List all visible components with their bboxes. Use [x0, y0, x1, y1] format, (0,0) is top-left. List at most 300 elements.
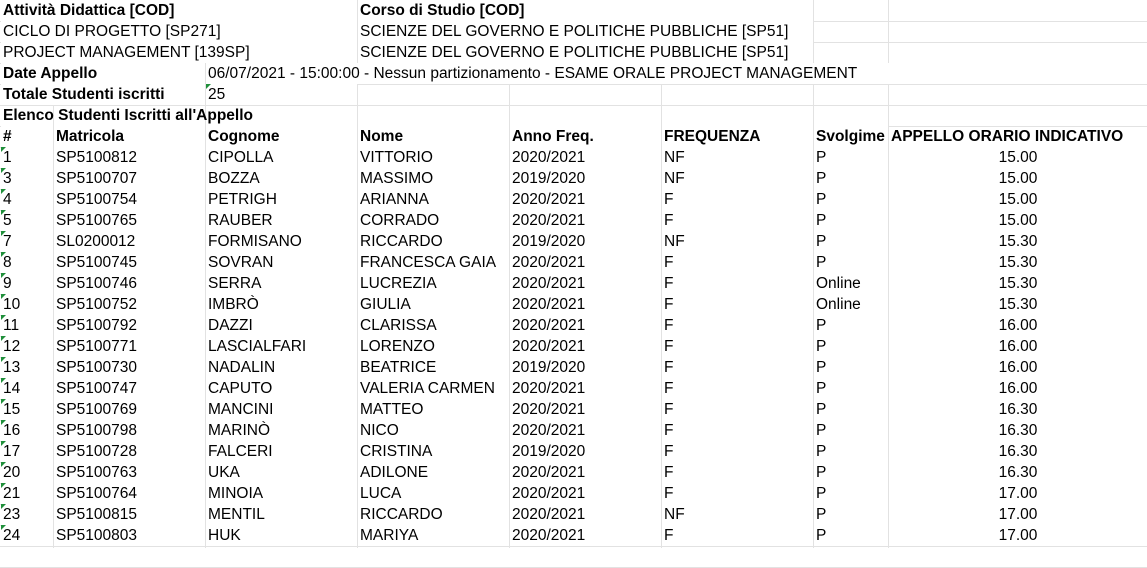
col-cognome-cell[interactable] — [206, 336, 357, 357]
col-cognome-cell-text: FALCERI — [208, 443, 273, 460]
col-frequenza-cell-text: F — [664, 464, 674, 481]
col-frequenza-cell[interactable] — [662, 420, 813, 441]
col-anno-cell[interactable] — [510, 210, 661, 231]
col-svolgimento-cell-text: P — [816, 149, 827, 166]
number-as-text-marker-icon — [1, 399, 6, 404]
col-anno-cell[interactable] — [510, 378, 661, 399]
col-svolgimento-cell[interactable] — [814, 441, 888, 462]
col-number-cell-text: 11 — [3, 317, 20, 334]
col-svolgimento-cell-text: P — [816, 212, 827, 229]
col-nome-cell[interactable] — [358, 504, 509, 525]
col-number-cell[interactable] — [1, 336, 53, 357]
col-svolgimento-cell[interactable] — [814, 210, 888, 231]
col-anno-cell-text: 2020/2021 — [512, 275, 586, 292]
col-svolgimento-cell-text: P — [816, 233, 827, 250]
number-as-text-marker-icon — [1, 525, 6, 530]
col-cognome-cell[interactable] — [206, 252, 357, 273]
col-nome-cell-text: MARIYA — [360, 527, 419, 544]
col-matricola-cell[interactable] — [54, 378, 205, 399]
col-matricola-cell[interactable] — [54, 399, 205, 420]
col-appello-cell[interactable] — [889, 147, 1147, 168]
col-frequenza-cell[interactable] — [662, 168, 813, 189]
col-matricola-cell[interactable] — [54, 231, 205, 252]
col-nome-cell[interactable] — [358, 462, 509, 483]
date-value-text: 06/07/2021 - 15:00:00 - Nessun partizionamento - ESAME ORALE PROJECT MANAGEMENT — [208, 65, 858, 82]
col-number-cell-text: 24 — [3, 527, 21, 544]
col-number-cell-text: 14 — [3, 380, 21, 397]
col-frequenza-cell-text: F — [664, 443, 674, 460]
col-frequenza-cell-text: F — [664, 317, 674, 334]
activity-cell[interactable] — [1, 42, 357, 63]
col-nome-cell[interactable] — [358, 273, 509, 294]
col-number-cell-text: 15 — [3, 401, 21, 418]
header-activity-label[interactable] — [1, 0, 357, 21]
col-nome-cell[interactable] — [358, 315, 509, 336]
header-course-label[interactable] — [358, 0, 813, 21]
col-cognome-cell-text: SOVRAN — [208, 254, 274, 271]
col-cognome-cell[interactable] — [206, 420, 357, 441]
col-svolgimento-cell-text: P — [816, 506, 827, 523]
col-svolgimento-header[interactable] — [814, 126, 888, 147]
col-cognome-cell-text: CIPOLLA — [208, 149, 274, 166]
col-svolgimento-cell-text: P — [816, 422, 827, 439]
col-number-cell[interactable] — [1, 231, 53, 252]
col-anno-cell-text: 2020/2021 — [512, 317, 586, 334]
col-frequenza-cell-text: NF — [664, 170, 685, 187]
col-appello-cell-text: 15.00 — [998, 212, 1038, 229]
col-nome-cell[interactable] — [358, 336, 509, 357]
col-nome-cell-text: CLARISSA — [360, 317, 437, 334]
col-frequenza-header-text: FREQUENZA — [664, 128, 761, 145]
col-matricola-cell-text: SP5100812 — [56, 149, 138, 166]
col-svolgimento-cell[interactable] — [814, 525, 888, 546]
number-as-text-marker-icon — [1, 336, 6, 341]
col-appello-cell[interactable] — [889, 210, 1147, 231]
col-matricola-cell[interactable] — [54, 189, 205, 210]
col-svolgimento-cell-text: Online — [816, 296, 861, 313]
col-anno-cell[interactable] — [510, 504, 661, 525]
col-matricola-cell[interactable] — [54, 441, 205, 462]
col-number-header-text: # — [3, 128, 12, 145]
col-frequenza-cell-text: F — [664, 212, 674, 229]
col-number-cell[interactable] — [1, 483, 53, 504]
col-frequenza-cell-text: F — [664, 338, 674, 355]
col-number-cell-text: 10 — [3, 296, 21, 313]
col-number-cell[interactable] — [1, 378, 53, 399]
col-cognome-cell-text: FORMISANO — [208, 233, 302, 250]
col-frequenza-cell[interactable] — [662, 252, 813, 273]
col-anno-cell-text: 2020/2021 — [512, 338, 586, 355]
col-svolgimento-cell[interactable] — [814, 420, 888, 441]
col-nome-header-text: Nome — [360, 128, 404, 145]
col-nome-cell-text: BEATRICE — [360, 359, 437, 376]
col-anno-cell-text: 2020/2021 — [512, 485, 586, 502]
col-number-cell[interactable] — [1, 420, 53, 441]
col-frequenza-cell-text: NF — [664, 233, 685, 250]
col-svolgimento-cell-text: P — [816, 527, 827, 544]
col-appello-cell-text: 16.30 — [998, 464, 1038, 481]
col-svolgimento-cell[interactable] — [814, 399, 888, 420]
col-number-cell-text: 16 — [3, 422, 21, 439]
col-number-cell[interactable] — [1, 399, 53, 420]
col-anno-cell-text: 2019/2020 — [512, 443, 586, 460]
col-frequenza-cell[interactable] — [662, 483, 813, 504]
col-matricola-cell[interactable] — [54, 252, 205, 273]
col-nome-cell-text: CRISTINA — [360, 443, 433, 460]
col-nome-cell[interactable] — [358, 441, 509, 462]
col-number-cell[interactable] — [1, 168, 53, 189]
col-matricola-cell[interactable] — [54, 210, 205, 231]
number-as-text-marker-icon — [1, 294, 6, 299]
col-nome-cell-text: NICO — [360, 422, 399, 439]
total-value[interactable] — [206, 84, 357, 105]
col-frequenza-cell[interactable] — [662, 357, 813, 378]
col-nome-cell[interactable] — [358, 147, 509, 168]
col-cognome-cell[interactable] — [206, 189, 357, 210]
number-as-text-marker-icon — [1, 315, 6, 320]
col-matricola-cell[interactable] — [54, 273, 205, 294]
course-cell[interactable] — [358, 21, 813, 42]
col-cognome-cell[interactable] — [206, 357, 357, 378]
col-svolgimento-cell-text: P — [816, 485, 827, 502]
col-matricola-cell-text: SP5100765 — [56, 212, 138, 229]
col-frequenza-cell-text: F — [664, 191, 674, 208]
col-appello-cell[interactable] — [889, 273, 1147, 294]
col-svolgimento-cell[interactable] — [814, 378, 888, 399]
col-matricola-cell-text: SP5100771 — [56, 338, 138, 355]
col-anno-cell[interactable] — [510, 525, 661, 546]
col-anno-cell[interactable] — [510, 294, 661, 315]
col-cognome-cell[interactable] — [206, 168, 357, 189]
col-appello-cell[interactable] — [889, 399, 1147, 420]
col-anno-cell-text: 2020/2021 — [512, 422, 586, 439]
col-anno-cell-text: 2019/2020 — [512, 233, 586, 250]
col-nome-cell[interactable] — [358, 525, 509, 546]
col-appello-cell-text: 16.00 — [998, 359, 1038, 376]
col-frequenza-cell[interactable] — [662, 210, 813, 231]
col-nome-cell[interactable] — [358, 399, 509, 420]
col-cognome-cell[interactable] — [206, 273, 357, 294]
col-anno-cell-text: 2020/2021 — [512, 527, 586, 544]
col-frequenza-cell[interactable] — [662, 147, 813, 168]
col-cognome-cell[interactable] — [206, 378, 357, 399]
col-matricola-cell-text: SP5100754 — [56, 191, 138, 208]
col-frequenza-cell-text: F — [664, 485, 674, 502]
col-nome-cell[interactable] — [358, 420, 509, 441]
col-number-cell-text: 5 — [3, 212, 12, 229]
col-anno-cell[interactable] — [510, 168, 661, 189]
col-svolgimento-cell[interactable] — [814, 336, 888, 357]
col-appello-cell-text: 17.00 — [998, 485, 1038, 502]
col-matricola-cell-text: SP5100730 — [56, 359, 138, 376]
date-value[interactable] — [206, 63, 1147, 84]
col-appello-header[interactable] — [889, 126, 1147, 147]
list-title[interactable] — [1, 105, 357, 126]
col-anno-cell[interactable] — [510, 189, 661, 210]
col-cognome-cell-text: RAUBER — [208, 212, 273, 229]
col-cognome-header[interactable] — [206, 126, 357, 147]
col-matricola-cell-text: SP5100798 — [56, 422, 138, 439]
col-frequenza-cell[interactable] — [662, 189, 813, 210]
col-nome-cell-text: LUCA — [360, 485, 402, 502]
col-number-header[interactable] — [1, 126, 53, 147]
col-matricola-cell[interactable] — [54, 357, 205, 378]
header-course-label-text: Corso di Studio [COD] — [360, 2, 525, 19]
col-anno-cell[interactable] — [510, 399, 661, 420]
col-frequenza-cell-text: F — [664, 359, 674, 376]
col-matricola-cell-text: SP5100752 — [56, 296, 138, 313]
col-number-cell[interactable] — [1, 273, 53, 294]
col-svolgimento-cell-text: P — [816, 338, 827, 355]
col-svolgimento-cell[interactable] — [814, 315, 888, 336]
col-appello-cell[interactable] — [889, 315, 1147, 336]
col-svolgimento-cell-text: P — [816, 464, 827, 481]
total-label-text: Totale Studenti iscritti — [3, 86, 165, 103]
col-cognome-cell[interactable] — [206, 210, 357, 231]
col-number-cell-text: 12 — [3, 338, 21, 355]
col-nome-cell[interactable] — [358, 168, 509, 189]
col-cognome-cell[interactable] — [206, 231, 357, 252]
col-matricola-header[interactable] — [54, 126, 205, 147]
number-as-text-marker-icon — [1, 462, 6, 467]
col-frequenza-cell[interactable] — [662, 504, 813, 525]
col-number-cell[interactable] — [1, 462, 53, 483]
col-cognome-cell-text: IMBRÒ — [208, 296, 259, 313]
col-cognome-cell-text: DAZZI — [208, 317, 253, 334]
col-number-cell[interactable] — [1, 315, 53, 336]
col-anno-cell[interactable] — [510, 357, 661, 378]
col-frequenza-cell[interactable] — [662, 525, 813, 546]
col-svolgimento-cell[interactable] — [814, 147, 888, 168]
col-appello-cell[interactable] — [889, 504, 1147, 525]
number-as-text-marker-icon — [1, 357, 6, 362]
col-number-cell[interactable] — [1, 147, 53, 168]
col-number-cell[interactable] — [1, 441, 53, 462]
col-anno-cell[interactable] — [510, 315, 661, 336]
col-cognome-cell-text: MARINÒ — [208, 422, 270, 439]
col-appello-cell-text: 15.00 — [998, 191, 1038, 208]
col-frequenza-cell[interactable] — [662, 378, 813, 399]
col-nome-cell[interactable] — [358, 378, 509, 399]
col-nome-cell[interactable] — [358, 210, 509, 231]
col-nome-cell-text: ARIANNA — [360, 191, 429, 208]
col-matricola-cell[interactable] — [54, 336, 205, 357]
col-appello-cell-text: 16.30 — [998, 401, 1038, 418]
col-cognome-cell[interactable] — [206, 462, 357, 483]
col-matricola-cell[interactable] — [54, 483, 205, 504]
col-frequenza-cell[interactable] — [662, 315, 813, 336]
col-nome-cell[interactable] — [358, 189, 509, 210]
col-nome-cell[interactable] — [358, 294, 509, 315]
col-svolgimento-cell-text: P — [816, 254, 827, 271]
col-matricola-cell[interactable] — [54, 168, 205, 189]
col-appello-cell[interactable] — [889, 168, 1147, 189]
col-matricola-cell[interactable] — [54, 147, 205, 168]
col-cognome-cell[interactable] — [206, 147, 357, 168]
col-number-cell[interactable] — [1, 504, 53, 525]
col-appello-cell-text: 15.30 — [998, 296, 1038, 313]
col-anno-cell[interactable] — [510, 273, 661, 294]
col-svolgimento-cell[interactable] — [814, 168, 888, 189]
col-appello-cell[interactable] — [889, 462, 1147, 483]
col-anno-cell[interactable] — [510, 483, 661, 504]
col-svolgimento-cell[interactable] — [814, 504, 888, 525]
col-svolgimento-cell[interactable] — [814, 462, 888, 483]
col-matricola-cell[interactable] — [54, 315, 205, 336]
col-cognome-cell[interactable] — [206, 315, 357, 336]
row-gridline — [0, 546, 1147, 547]
col-appello-cell[interactable] — [889, 336, 1147, 357]
number-as-text-marker-icon — [1, 483, 6, 488]
col-anno-cell[interactable] — [510, 441, 661, 462]
col-number-cell[interactable] — [1, 357, 53, 378]
col-svolgimento-cell-text: P — [816, 401, 827, 418]
col-nome-header[interactable] — [358, 126, 509, 147]
col-cognome-cell[interactable] — [206, 294, 357, 315]
number-as-text-marker-icon — [1, 441, 6, 446]
col-cognome-cell[interactable] — [206, 483, 357, 504]
col-cognome-cell-text: LASCIALFARI — [208, 338, 307, 355]
col-nome-cell-text: LORENZO — [360, 338, 435, 355]
col-cognome-cell-text: MENTIL — [208, 506, 265, 523]
col-appello-cell-text: 15.00 — [998, 149, 1038, 166]
number-as-text-marker-icon — [1, 378, 6, 383]
col-frequenza-cell[interactable] — [662, 336, 813, 357]
col-svolgimento-cell-text: P — [816, 443, 827, 460]
number-as-text-marker-icon — [1, 231, 6, 236]
col-nome-cell[interactable] — [358, 483, 509, 504]
col-svolgimento-cell[interactable] — [814, 189, 888, 210]
col-frequenza-cell-text: F — [664, 296, 674, 313]
col-number-cell[interactable] — [1, 210, 53, 231]
col-nome-cell-text: CORRADO — [360, 212, 440, 229]
col-nome-cell-text: GIULIA — [360, 296, 411, 313]
col-appello-cell[interactable] — [889, 252, 1147, 273]
col-cognome-cell-text: NADALIN — [208, 359, 276, 376]
col-svolgimento-cell-text: P — [816, 170, 827, 187]
col-cognome-cell[interactable] — [206, 399, 357, 420]
col-nome-cell-text: MATTEO — [360, 401, 424, 418]
col-number-cell-text: 13 — [3, 359, 21, 376]
col-cognome-cell[interactable] — [206, 441, 357, 462]
col-anno-cell[interactable] — [510, 462, 661, 483]
col-matricola-cell[interactable] — [54, 462, 205, 483]
col-appello-cell[interactable] — [889, 294, 1147, 315]
col-anno-cell[interactable] — [510, 420, 661, 441]
number-as-text-marker-icon — [1, 189, 6, 194]
col-frequenza-cell[interactable] — [662, 462, 813, 483]
col-frequenza-cell[interactable] — [662, 294, 813, 315]
col-matricola-cell-text: SP5100728 — [56, 443, 138, 460]
course-cell[interactable] — [358, 42, 813, 63]
col-frequenza-cell[interactable] — [662, 231, 813, 252]
col-nome-cell-text: FRANCESCA GAIA — [360, 254, 497, 271]
col-anno-cell[interactable] — [510, 231, 661, 252]
col-anno-cell[interactable] — [510, 336, 661, 357]
date-label-text: Date Appello — [3, 65, 98, 82]
col-nome-cell-text: VALERIA CARMEN — [360, 380, 495, 397]
col-nome-cell-text: LUCREZIA — [360, 275, 437, 292]
col-number-cell-text: 8 — [3, 254, 12, 271]
col-frequenza-cell[interactable] — [662, 273, 813, 294]
col-number-cell[interactable] — [1, 252, 53, 273]
col-matricola-cell[interactable] — [54, 504, 205, 525]
col-matricola-cell-text: SP5100745 — [56, 254, 138, 271]
col-svolgimento-cell-text: P — [816, 359, 827, 376]
col-matricola-cell[interactable] — [54, 294, 205, 315]
col-cognome-cell[interactable] — [206, 504, 357, 525]
col-svolgimento-cell[interactable] — [814, 294, 888, 315]
col-number-cell-text: 7 — [3, 233, 12, 250]
col-number-cell[interactable] — [1, 525, 53, 546]
number-as-text-marker-icon — [1, 273, 6, 278]
col-svolgimento-cell[interactable] — [814, 483, 888, 504]
col-appello-cell[interactable] — [889, 378, 1147, 399]
col-svolgimento-cell[interactable] — [814, 231, 888, 252]
col-number-cell[interactable] — [1, 189, 53, 210]
col-appello-cell[interactable] — [889, 483, 1147, 504]
col-anno-cell[interactable] — [510, 147, 661, 168]
col-svolgimento-cell[interactable] — [814, 357, 888, 378]
date-label[interactable] — [1, 63, 205, 84]
col-cognome-cell[interactable] — [206, 525, 357, 546]
col-frequenza-header[interactable] — [662, 126, 813, 147]
col-svolgimento-cell[interactable] — [814, 273, 888, 294]
col-anno-header-text: Anno Freq. — [512, 128, 594, 145]
col-appello-cell[interactable] — [889, 420, 1147, 441]
col-frequenza-cell-text: F — [664, 422, 674, 439]
total-label[interactable] — [1, 84, 205, 105]
col-matricola-cell-text: SP5100769 — [56, 401, 138, 418]
col-svolgimento-cell[interactable] — [814, 252, 888, 273]
col-matricola-header-text: Matricola — [56, 128, 125, 145]
col-frequenza-cell[interactable] — [662, 441, 813, 462]
col-frequenza-cell-text: F — [664, 401, 674, 418]
col-anno-header[interactable] — [510, 126, 661, 147]
col-nome-cell[interactable] — [358, 231, 509, 252]
col-anno-cell-text: 2020/2021 — [512, 149, 586, 166]
number-as-text-marker-icon — [1, 210, 6, 215]
col-appello-cell[interactable] — [889, 231, 1147, 252]
col-matricola-cell-text: SP5100763 — [56, 464, 138, 481]
col-matricola-cell[interactable] — [54, 420, 205, 441]
col-appello-cell-text: 15.30 — [998, 233, 1038, 250]
list-title-text: Elenco Studenti Iscritti all'Appello — [3, 107, 253, 124]
col-anno-cell-text: 2019/2020 — [512, 359, 586, 376]
col-number-cell-text: 17 — [3, 443, 21, 460]
activity-cell-text: PROJECT MANAGEMENT [139SP] — [3, 44, 250, 61]
number-as-text-marker-icon — [206, 84, 211, 89]
col-appello-cell-text: 15.30 — [998, 275, 1038, 292]
col-anno-cell[interactable] — [510, 252, 661, 273]
col-nome-cell[interactable] — [358, 252, 509, 273]
col-appello-cell[interactable] — [889, 357, 1147, 378]
col-frequenza-cell[interactable] — [662, 399, 813, 420]
col-cognome-cell-text: MANCINI — [208, 401, 274, 418]
col-nome-cell[interactable] — [358, 357, 509, 378]
col-number-cell[interactable] — [1, 294, 53, 315]
col-appello-cell[interactable] — [889, 189, 1147, 210]
col-appello-cell-text: 17.00 — [998, 506, 1038, 523]
col-number-cell-text: 4 — [3, 191, 12, 208]
header-activity-label-text: Attività Didattica [COD] — [3, 2, 175, 19]
col-matricola-cell[interactable] — [54, 525, 205, 546]
col-appello-cell[interactable] — [889, 441, 1147, 462]
col-appello-cell[interactable] — [889, 525, 1147, 546]
col-appello-header-text: APPELLO ORARIO INDICATIVO — [891, 128, 1124, 145]
total-value-text: 25 — [208, 86, 226, 103]
activity-cell[interactable] — [1, 21, 357, 42]
